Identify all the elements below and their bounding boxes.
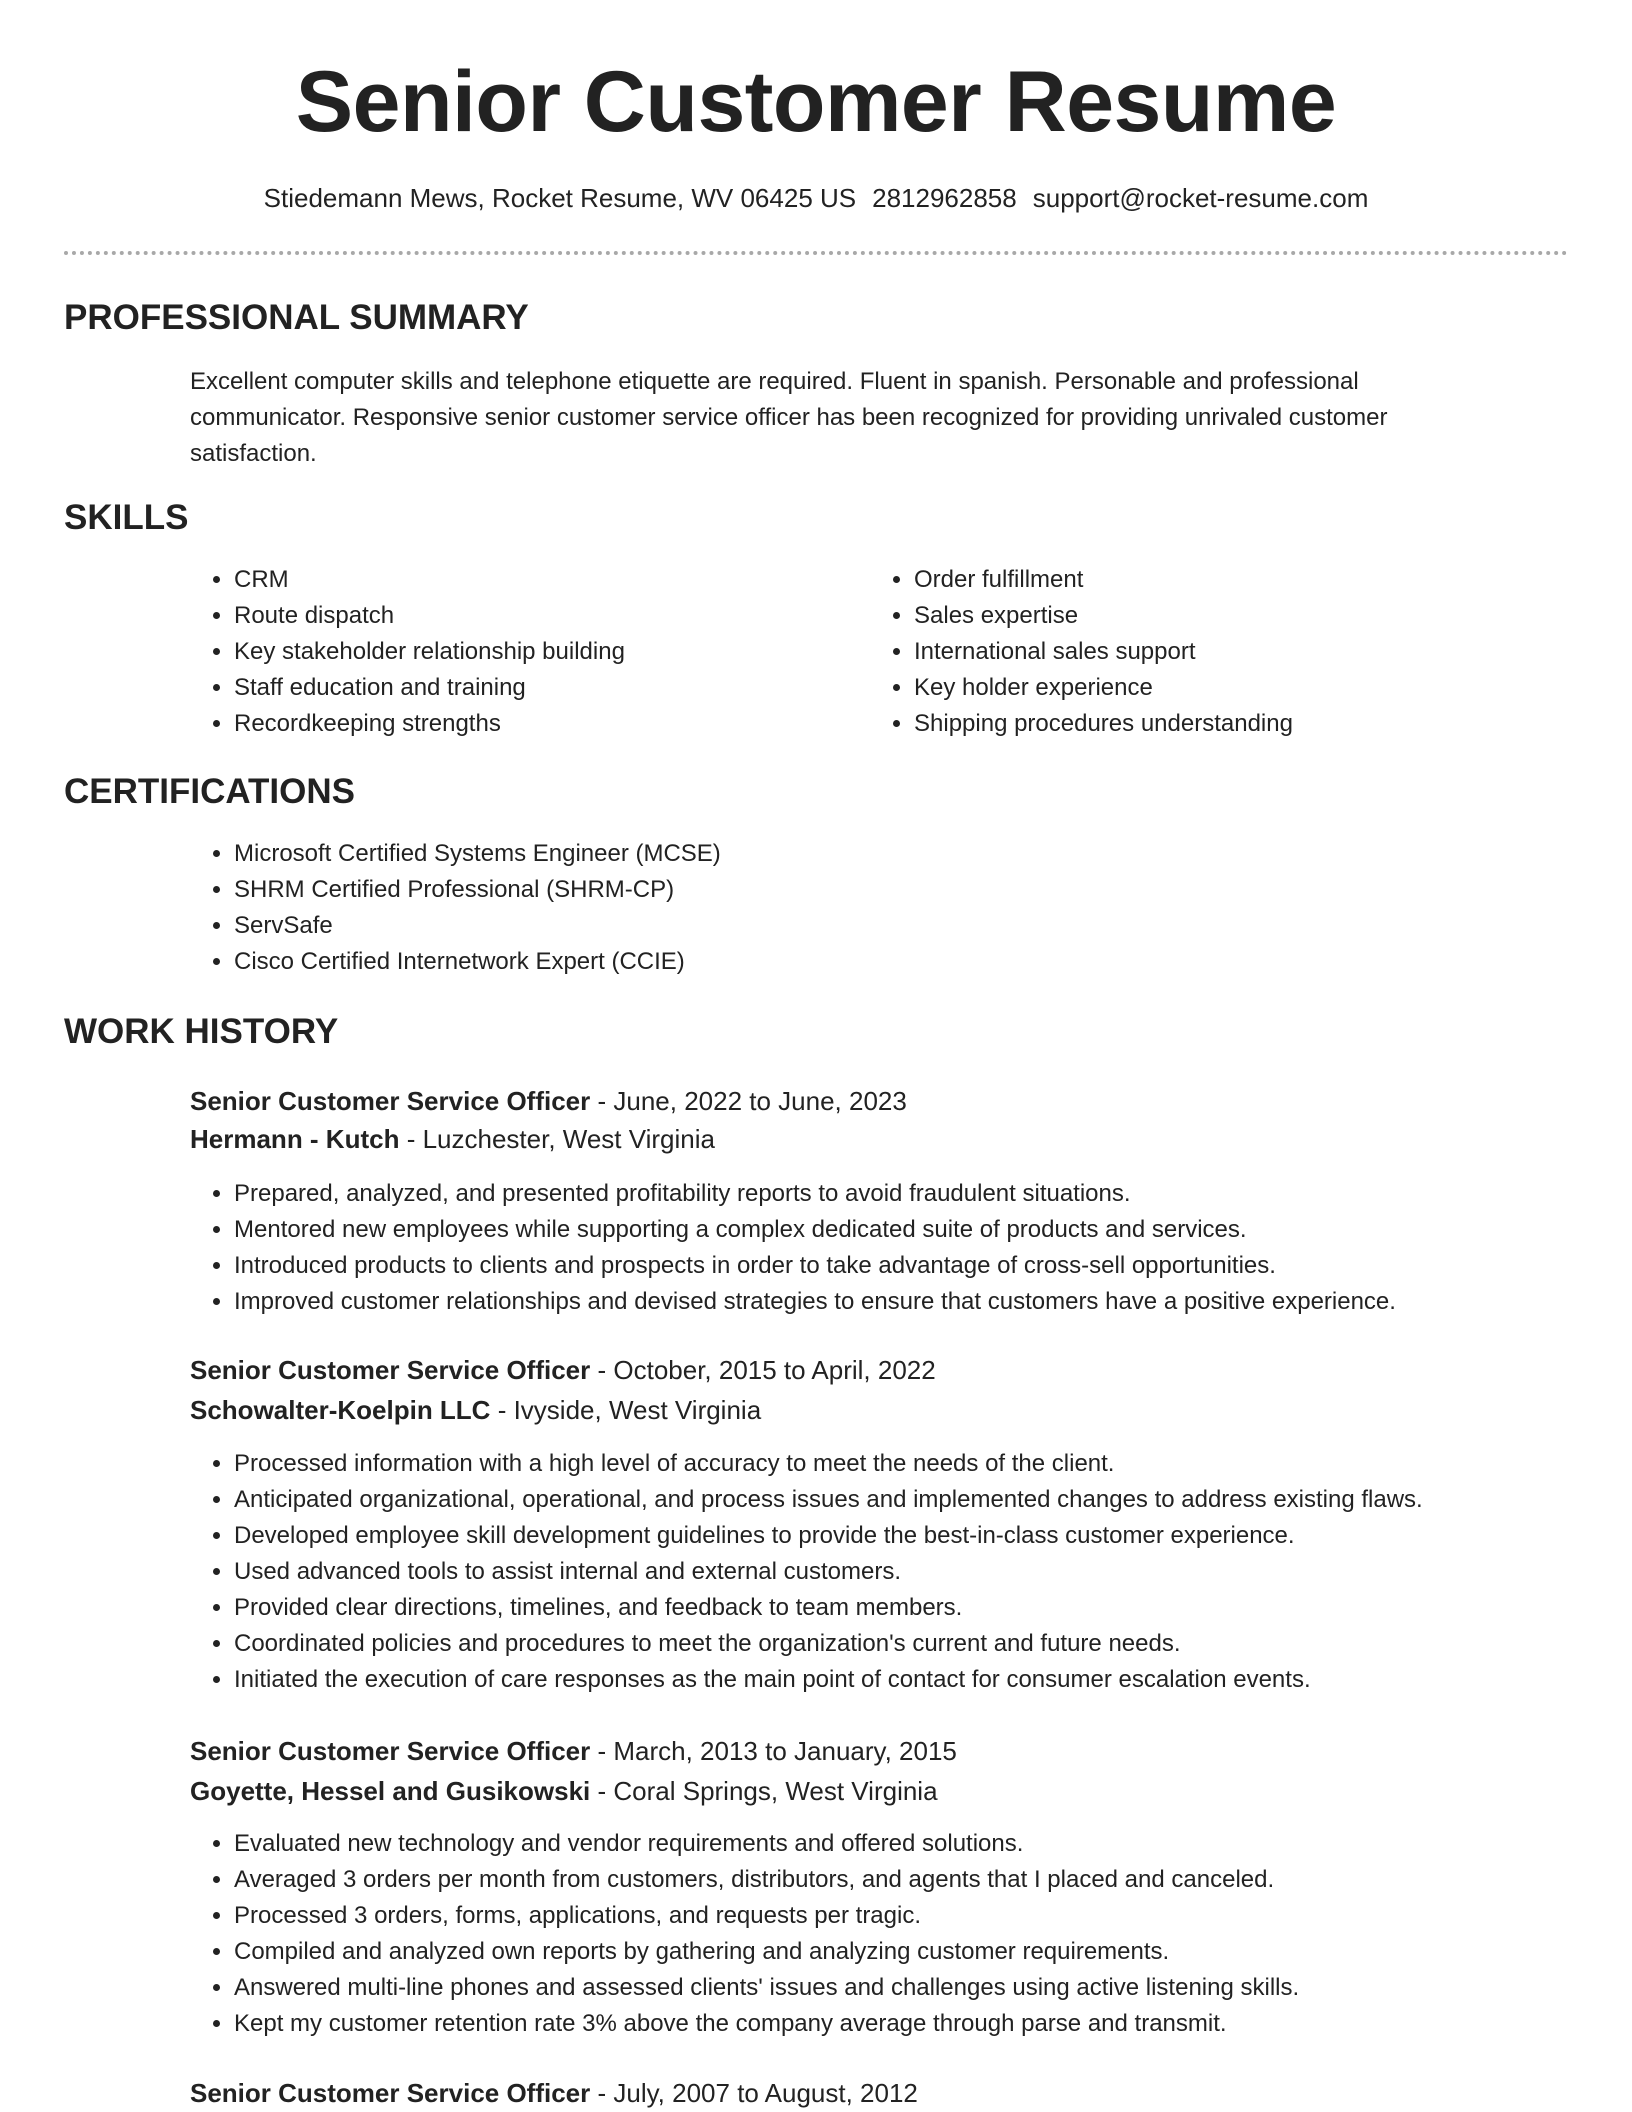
- list-item: • CRM: [234, 562, 854, 598]
- skills-list-right: [870, 562, 1534, 742]
- list-item: • Provided clear directions, timelines, and feedback to team members.: [234, 1590, 1632, 1626]
- list-item: • Processed information with a high level of accuracy to meet the needs of the client.: [234, 1446, 1632, 1482]
- list-item: • Improved customer relationships and devised strategies to ensure that customers have a positive experience.: [234, 1284, 1632, 1320]
- job-company: Hermann - Kutch: [190, 1124, 400, 1154]
- list-item: • Prepared, analyzed, and presented profitability reports to avoid fraudulent situations.: [234, 1176, 1632, 1212]
- job-bullets: [190, 1446, 1632, 1698]
- list-item: • Cisco Certified Internetwork Expert (CCIE): [234, 944, 1534, 980]
- list-item: • Key stakeholder relationship building: [234, 634, 854, 670]
- list-item: • Used advanced tools to assist internal and external customers.: [234, 1554, 1632, 1590]
- header-divider: [64, 251, 1568, 255]
- list-item: • Evaluated new technology and vendor requirements and offered solutions.: [234, 1826, 1632, 1862]
- job-dates: - July, 2007 to August, 2012: [590, 2078, 918, 2108]
- list-item: • Shipping procedures understanding: [914, 706, 1534, 742]
- job-location: - Coral Springs, West Virginia: [590, 1776, 938, 1806]
- list-item: • International sales support: [914, 634, 1534, 670]
- job-dates: - June, 2022 to June, 2023: [590, 1086, 907, 1116]
- job-company: Schowalter-Koelpin LLC: [190, 1395, 491, 1425]
- list-item: • SHRM Certified Professional (SHRM-CP): [234, 872, 1534, 908]
- list-item: • Kept my customer retention rate 3% above the company average through parse and transmit.: [234, 2006, 1632, 2042]
- job-title-line: [190, 2075, 918, 2111]
- job-dates: - March, 2013 to January, 2015: [590, 1736, 957, 1766]
- list-item: • Route dispatch: [234, 598, 854, 634]
- job-location: - Luzchester, West Virginia: [399, 1124, 715, 1154]
- section-title-summary: PROFESSIONAL SUMMARY: [64, 298, 529, 337]
- job-location: - Ivyside, West Virginia: [490, 1395, 762, 1425]
- section-title-work-history: WORK HISTORY: [64, 1012, 339, 1051]
- list-item: • Developed employee skill development guidelines to provide the best-in-class customer experience.: [234, 1518, 1632, 1554]
- job-company: Goyette, Hessel and Gusikowski: [190, 1776, 591, 1806]
- job-title: Senior Customer Service Officer: [190, 2078, 591, 2108]
- job-company-line: [190, 1121, 715, 1157]
- list-item: • Averaged 3 orders per month from customers, distributors, and agents that I placed and canceled.: [234, 1862, 1632, 1898]
- contact-address: Stiedemann Mews, Rocket Resume, WV 06425 US: [263, 183, 857, 213]
- job-title: Senior Customer Service Officer: [190, 1736, 591, 1766]
- job-title: Senior Customer Service Officer: [190, 1355, 591, 1385]
- job-dates: - October, 2015 to April, 2022: [590, 1355, 936, 1385]
- list-item: • Compiled and analyzed own reports by gathering and analyzing customer requirements.: [234, 1934, 1632, 1970]
- list-item: • Processed 3 orders, forms, applications, and requests per tragic.: [234, 1898, 1632, 1934]
- resume-name: Senior Customer Resume: [295, 54, 1337, 150]
- contact-email: support@rocket-resume.com: [1032, 183, 1369, 213]
- job-title-line: [190, 1352, 936, 1388]
- list-item: • Key holder experience: [914, 670, 1534, 706]
- list-item: • Answered multi-line phones and assessed clients' issues and challenges using active listening skills.: [234, 1970, 1632, 2006]
- job-title: Senior Customer Service Officer: [190, 1086, 591, 1116]
- list-item: • Recordkeeping strengths: [234, 706, 854, 742]
- section-title-skills: SKILLS: [64, 498, 189, 537]
- list-item: • Introduced products to clients and prospects in order to take advantage of cross-sell opportunities.: [234, 1248, 1632, 1284]
- skills-list-left: [190, 562, 854, 742]
- job-bullets: [190, 1826, 1632, 2042]
- list-item: • Anticipated organizational, operational, and process issues and implemented changes to address existing flaws.: [234, 1482, 1632, 1518]
- job-company-line: [190, 1392, 761, 1428]
- job-title-line: [190, 1083, 907, 1119]
- list-item: • Coordinated policies and procedures to meet the organization's current and future needs.: [234, 1626, 1632, 1662]
- job-title-line: [190, 1733, 957, 1769]
- job-bullets: [190, 1176, 1632, 1320]
- list-item: • Sales expertise: [914, 598, 1534, 634]
- list-item: • Staff education and training: [234, 670, 854, 706]
- list-item: • Order fulfillment: [914, 562, 1534, 598]
- job-company-line: [190, 1773, 938, 1809]
- section-title-certifications: CERTIFICATIONS: [64, 772, 356, 811]
- list-item: • Microsoft Certified Systems Engineer (MCSE): [234, 836, 1534, 872]
- contact-phone: 2812962858: [872, 183, 1017, 213]
- list-item: • Initiated the execution of care responses as the main point of contact for consumer escalation events.: [234, 1662, 1632, 1698]
- contact-line: [0, 180, 1632, 216]
- certifications-list: [190, 836, 1534, 980]
- summary-text: Excellent computer skills and telephone etiquette are required. Fluent in spanish. Personable and professional communicator. Responsive senior customer service officer has been recognized for providing unrivaled customer satisfaction.: [190, 368, 1388, 467]
- list-item: • Mentored new employees while supporting a complex dedicated suite of products and services.: [234, 1212, 1632, 1248]
- list-item: • ServSafe: [234, 908, 1534, 944]
